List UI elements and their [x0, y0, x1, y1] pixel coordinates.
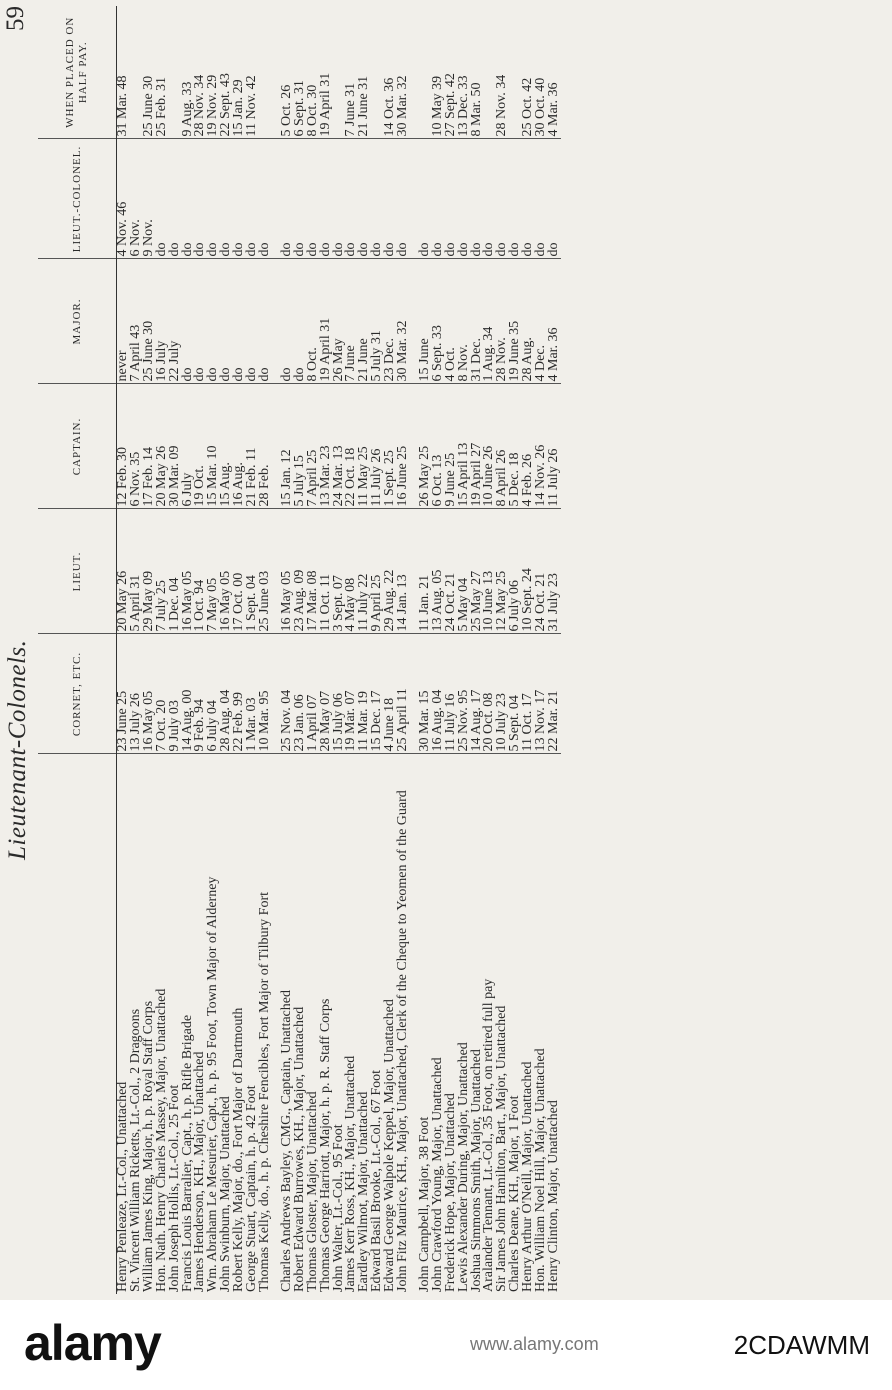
- column-header-lieut: LIEUT.: [38, 509, 117, 634]
- major-date: 25 June 30: [143, 259, 156, 384]
- cornet-date: 19 Mar. 07: [345, 634, 358, 754]
- cornet-date: 11 July 16: [445, 634, 458, 754]
- half-pay-date: 27 Sept. 42: [445, 6, 458, 139]
- half-pay-date: 15 Jan. 29: [233, 6, 246, 139]
- captain-date: 16 Aug.: [233, 384, 246, 509]
- cornet-date: 4 June 18: [384, 634, 397, 754]
- major-date: never: [117, 259, 130, 384]
- major-date: 8 Nov.: [458, 259, 471, 384]
- officer-name: Robert Edward Burrowes, KH., Major, Unattached: [291, 1006, 307, 1292]
- captain-date: 6 Nov. 35: [130, 384, 143, 509]
- major-date: do: [294, 259, 307, 384]
- captain-date: 24 Mar. 13: [333, 384, 346, 509]
- major-date: 28 Aug.: [522, 259, 535, 384]
- officer-name: Thomas George Harriott, Major, h. p. R. Staff Corps: [317, 998, 333, 1292]
- cornet-date: 16 Aug. 04: [432, 634, 445, 754]
- gap-cell: [272, 259, 281, 384]
- major-date: 4 Oct.: [445, 259, 458, 384]
- half-pay-date: 31 Mar. 48: [117, 6, 130, 139]
- column-header-captain: CAPTAIN.: [38, 384, 117, 509]
- lieut-colonel-date: do: [194, 139, 207, 259]
- lieut-colonel-date: do: [496, 139, 509, 259]
- cornet-date: 14 Aug. 00: [182, 634, 195, 754]
- stock-image-id: 2CDAWMM: [733, 1330, 870, 1360]
- lieut-colonel-date: do: [358, 139, 371, 259]
- officer-name: Robert Kelly, Major, do., Fort Major of Dartmouth: [231, 1007, 247, 1292]
- half-pay-date: 14 Oct. 36: [384, 6, 397, 139]
- cornet-date: 13 Nov. 17: [535, 634, 548, 754]
- captain-date: 15 Mar. 10: [207, 384, 220, 509]
- major-date: do: [182, 259, 195, 384]
- officer-name: John Fitz Maurice, KH., Major, Unattached, Clerk of the Cheque to Yeomen of the Guard: [395, 790, 411, 1292]
- column-header-name: [38, 754, 117, 1294]
- half-pay-date: 28 Nov. 34: [194, 6, 207, 139]
- lieut-colonel-date: do: [535, 139, 548, 259]
- cornet-date: 13 July 26: [130, 634, 143, 754]
- lieut-date: 17 Oct. 00: [233, 509, 246, 634]
- major-date: 6 Sept. 33: [432, 259, 445, 384]
- column-header-half-pay: WHEN PLACED ON HALF PAY.: [38, 6, 117, 139]
- lieut-date: 11 Jan. 21: [419, 509, 432, 634]
- lieut-colonel-date: do: [307, 139, 320, 259]
- cornet-date: 23 Jan. 06: [294, 634, 307, 754]
- officer-name: Edward Basil Brooke, Lt.-Col., 67 Foot: [369, 1069, 385, 1292]
- captain-date: 6 July: [182, 384, 195, 509]
- officer-name: John Crawford Young, Major, Unattached: [429, 1057, 445, 1292]
- lieut-date: 7 July 25: [156, 509, 169, 634]
- half-pay-date: 30 Oct. 40: [535, 6, 548, 139]
- officer-name: James Henderson, KH., Major, Unattached: [192, 1051, 208, 1292]
- lieut-colonel-date: do: [471, 139, 484, 259]
- half-pay-date: 22 Sept. 43: [220, 6, 233, 139]
- lieut-date: 25 May 27: [471, 509, 484, 634]
- table-row: [259, 6, 272, 1294]
- captain-date: 28 Feb.: [259, 384, 272, 509]
- column-header-major: MAJOR.: [38, 259, 117, 384]
- half-pay-date: 4 Mar. 36: [548, 6, 561, 139]
- major-date: 7 April 43: [130, 259, 143, 384]
- cornet-date: 25 April 11: [397, 634, 410, 754]
- officer-name: Hon. Nath. Henry Charles Massey, Major, Unattached: [153, 988, 169, 1292]
- lieut-colonel-date: do: [281, 139, 294, 259]
- lieut-colonel-date: do: [207, 139, 220, 259]
- half-pay-date: 19 April 31: [320, 6, 333, 139]
- half-pay-date: 25 Oct. 42: [522, 6, 535, 139]
- lieut-colonel-date: do: [246, 139, 259, 259]
- lieut-colonel-date: do: [397, 139, 410, 259]
- half-pay-date: 10 May 39: [432, 6, 445, 139]
- major-date: 7 June: [345, 259, 358, 384]
- major-date: 15 June: [419, 259, 432, 384]
- lieut-colonel-date: do: [233, 139, 246, 259]
- captain-date: 22 Oct. 18: [345, 384, 358, 509]
- major-date: 4 Dec.: [535, 259, 548, 384]
- cornet-date: 22 Feb. 99: [233, 634, 246, 754]
- officer-name: James Kerr Ross, KH., Major, Unattached: [343, 1055, 359, 1292]
- captain-date: 5 Dec. 18: [509, 384, 522, 509]
- cornet-date: 9 July 03: [169, 634, 182, 754]
- row-gap: [410, 6, 419, 1294]
- cornet-date: 6 July 04: [207, 634, 220, 754]
- lieut-date: 12 May 25: [496, 509, 509, 634]
- captain-date: 9 June 25: [445, 384, 458, 509]
- lieut-date: 3 Sept. 07: [333, 509, 346, 634]
- captain-date: 20 May 26: [156, 384, 169, 509]
- major-date: 5 July 31: [371, 259, 384, 384]
- lieut-colonel-date: 9 Nov.: [143, 139, 156, 259]
- captain-date: 19 Oct.: [194, 384, 207, 509]
- officer-name: John Joseph Hollis, Lt.-Col., 25 Foot: [166, 1084, 182, 1292]
- major-date: do: [281, 259, 294, 384]
- lieut-date: 16 May 05: [281, 509, 294, 634]
- major-date: 31 Dec.: [471, 259, 484, 384]
- half-pay-date: 11 Nov. 42: [246, 6, 259, 139]
- page-number: 59: [2, 6, 29, 31]
- officer-name: John Walter, Lt.-Col., 95 Foot: [330, 1124, 346, 1292]
- captain-date: 15 Aug.: [220, 384, 233, 509]
- half-pay-date: [259, 6, 272, 139]
- half-pay-date: 13 Dec. 33: [458, 6, 471, 139]
- captain-date: 16 June 25: [397, 384, 410, 509]
- lieut-colonel-date: do: [220, 139, 233, 259]
- cornet-date: 11 Oct. 17: [522, 634, 535, 754]
- captain-date: 11 July 26: [548, 384, 561, 509]
- captain-date: 14 Nov. 26: [535, 384, 548, 509]
- half-pay-date: 7 June 31: [345, 6, 358, 139]
- lieut-date: 24 Oct. 21: [535, 509, 548, 634]
- lieut-date: 7 May 05: [207, 509, 220, 634]
- cornet-date: 11 Mar. 19: [358, 634, 371, 754]
- lieut-date: 11 July 22: [358, 509, 371, 634]
- lieut-colonel-date: do: [445, 139, 458, 259]
- officer-name: St. Vincent William Ricketts, Lt.-Col., 2 Dragoons: [127, 1008, 143, 1292]
- lieut-date: 20 May 26: [117, 509, 130, 634]
- captain-date: 30 Mar. 09: [169, 384, 182, 509]
- lieut-colonel-date: do: [432, 139, 445, 259]
- half-pay-date: 21 June 31: [358, 6, 371, 139]
- officer-name: Lewis Alexander During, Major, Unattached: [455, 1042, 471, 1292]
- table-row: [397, 6, 410, 1294]
- lieut-colonel-date: do: [169, 139, 182, 259]
- half-pay-date: 9 Aug. 33: [182, 6, 195, 139]
- half-pay-date: 8 Oct. 30: [307, 6, 320, 139]
- captain-date: 13 Mar. 23: [320, 384, 333, 509]
- officer-name: Aralander Tennant, Lt.-Col., 35 Foot, on retired full pay: [481, 978, 497, 1292]
- cornet-date: 1 Mar. 03: [246, 634, 259, 754]
- gap-cell: [272, 139, 281, 259]
- captain-date: 11 May 25: [358, 384, 371, 509]
- half-pay-date: 19 Nov. 29: [207, 6, 220, 139]
- lieut-date: 17 Mar. 08: [307, 509, 320, 634]
- cornet-date: 10 Mar. 95: [259, 634, 272, 754]
- lieut-colonel-date: do: [419, 139, 432, 259]
- lieut-date: 24 Oct. 21: [445, 509, 458, 634]
- officer-name: William James King, Major, h. p. Royal Staff Corps: [140, 1000, 156, 1292]
- major-date: 26 May: [333, 259, 346, 384]
- major-date: do: [220, 259, 233, 384]
- half-pay-date: 25 Feb. 31: [156, 6, 169, 139]
- officer-name: Charles Andrews Bayley, CMG., Captain, Unattached: [278, 990, 294, 1292]
- half-pay-date: 28 Nov. 34: [496, 6, 509, 139]
- cornet-date: 25 Nov. 95: [458, 634, 471, 754]
- half-pay-date: 25 June 30: [143, 6, 156, 139]
- lieut-date: 23 Aug. 09: [294, 509, 307, 634]
- cornet-date: 30 Mar. 15: [419, 634, 432, 754]
- gap-cell: [410, 139, 419, 259]
- lieut-date: 5 April 31: [130, 509, 143, 634]
- captain-date: 12 Feb. 30: [117, 384, 130, 509]
- cornet-date: 23 June 25: [117, 634, 130, 754]
- lieut-date: 14 Jan. 13: [397, 509, 410, 634]
- captain-date: 17 Feb. 14: [143, 384, 156, 509]
- lieut-colonel-date: do: [509, 139, 522, 259]
- half-pay-date: 8 Mar. 50: [471, 6, 484, 139]
- major-date: 4 Mar. 36: [548, 259, 561, 384]
- officer-name: Henry Penleaze, Lt.-Col., Unattached: [115, 1081, 130, 1292]
- officer-name: Charles Deane, KH., Major, 1 Foot: [507, 1095, 523, 1292]
- cornet-date: 7 Oct. 20: [156, 634, 169, 754]
- captain-date: 21 Feb. 11: [246, 384, 259, 509]
- lieut-colonel-date: do: [294, 139, 307, 259]
- captain-date: 19 April 27: [471, 384, 484, 509]
- lieut-colonel-date: do: [333, 139, 346, 259]
- captain-date: 15 April 13: [458, 384, 471, 509]
- watermark-banner: [0, 1300, 892, 1390]
- watermark-site: www.alamy.com: [470, 1334, 599, 1354]
- cornet-date: 10 July 23: [496, 634, 509, 754]
- major-date: do: [259, 259, 272, 384]
- lieut-date: 1 Sept. 04: [246, 509, 259, 634]
- officer-name: Francis Louis Barralier, Capt., h. p. Rifle Brigade: [179, 1014, 195, 1292]
- lieut-date: 1 Oct. 94: [194, 509, 207, 634]
- officer-name: Edward George Walpole Keppel, Major, Unattached: [382, 999, 398, 1292]
- cornet-date: 22 Mar. 21: [548, 634, 561, 754]
- cornet-date: 16 May 05: [143, 634, 156, 754]
- cornet-date: 14 Aug. 17: [471, 634, 484, 754]
- lieut-date: 11 Oct. 11: [320, 509, 333, 634]
- lieut-colonel-date: do: [259, 139, 272, 259]
- officer-name: George Stuart, Captain, h. p. 42 Foot: [244, 1085, 260, 1292]
- major-date: 23 Dec.: [384, 259, 397, 384]
- officer-name: Thomas Gloster, Major, Unattached: [304, 1091, 320, 1292]
- major-date: 8 Oct.: [307, 259, 320, 384]
- major-date: do: [194, 259, 207, 384]
- major-date: 22 July: [169, 259, 182, 384]
- half-pay-date: 6 Sept. 31: [294, 6, 307, 139]
- officer-name: John Swinburn, Major, Unattached: [218, 1096, 234, 1292]
- major-date: do: [207, 259, 220, 384]
- column-header-lieut-colonel: LIEUT.-COLONEL.: [38, 139, 117, 259]
- table-row: [548, 6, 561, 1294]
- major-date: 30 Mar. 32: [397, 259, 410, 384]
- lieut-date: 10 June 13: [483, 509, 496, 634]
- cornet-date: 25 Nov. 04: [281, 634, 294, 754]
- officer-name: Wm. Abraham Le Mesurier, Capt., h. p. 95 Foot, Town Major of Alderney: [205, 876, 221, 1292]
- lieut-date: 4 May 08: [345, 509, 358, 634]
- captain-date: 1 Sept. 25: [384, 384, 397, 509]
- lieut-date: 1 Dec. 04: [169, 509, 182, 634]
- lieut-date: 9 April 25: [371, 509, 384, 634]
- lieut-date: 29 May 09: [143, 509, 156, 634]
- lieut-colonel-date: do: [548, 139, 561, 259]
- page-title: Lieutenant-Colonels.: [4, 639, 31, 860]
- alamy-logo: alamy: [24, 1315, 161, 1371]
- cornet-date: 20 Oct. 08: [483, 634, 496, 754]
- major-date: 19 June 35: [509, 259, 522, 384]
- cornet-date: 9 Feb. 94: [194, 634, 207, 754]
- officer-name: Henry Arthur O'Neill, Major, Unattached: [520, 1061, 536, 1292]
- officer-name: Joshua Simmons Smith, Major, Unattached: [468, 1049, 484, 1292]
- officer-name: Henry Clinton, Major, Unattached: [546, 1100, 561, 1292]
- officer-name: Hon. William Noel Hill, Major, Unattached: [533, 1048, 549, 1292]
- half-pay-date: 30 Mar. 32: [397, 6, 410, 139]
- major-date: 16 July: [156, 259, 169, 384]
- lieut-colonel-date: do: [522, 139, 535, 259]
- lieut-colonel-date: do: [156, 139, 169, 259]
- major-date: 21 June: [358, 259, 371, 384]
- table-body: [117, 6, 561, 1294]
- lieut-colonel-date: do: [345, 139, 358, 259]
- officer-name: Thomas Kelly, do., h. p. Cheshire Fencibles, Fort Major of Tilbury Fort: [256, 891, 272, 1292]
- cornet-date: 5 Sept. 04: [509, 634, 522, 754]
- lieut-date: 25 June 03: [259, 509, 272, 634]
- gap-cell: [410, 6, 419, 139]
- lieut-colonel-date: do: [320, 139, 333, 259]
- lieut-date: 16 May 05: [182, 509, 195, 634]
- captain-date: 5 July 15: [294, 384, 307, 509]
- lieut-colonel-date: do: [483, 139, 496, 259]
- cornet-date: 28 Aug. 04: [220, 634, 233, 754]
- lieut-date: 31 July 23: [548, 509, 561, 634]
- captain-date: 10 June 26: [483, 384, 496, 509]
- lieut-date: 29 Aug. 22: [384, 509, 397, 634]
- half-pay-date: 5 Oct. 26: [281, 6, 294, 139]
- captain-date: 6 Oct. 13: [432, 384, 445, 509]
- lieut-colonel-date: do: [182, 139, 195, 259]
- column-header-cornet: CORNET, ETC.: [38, 634, 117, 754]
- lieut-date: 6 July 06: [509, 509, 522, 634]
- captain-date: 8 April 26: [496, 384, 509, 509]
- officer-name: Eardley Wilmot, Major, Unattached: [356, 1091, 372, 1292]
- captain-date: 11 July 26: [371, 384, 384, 509]
- page-header: [0, 0, 30, 1300]
- cornet-date: 28 May 07: [320, 634, 333, 754]
- officer-name: John Campbell, Major, 38 Foot: [416, 1116, 432, 1292]
- lieut-colonel-date: do: [371, 139, 384, 259]
- captain-date: 26 May 25: [419, 384, 432, 509]
- captain-date: 4 Feb. 26: [522, 384, 535, 509]
- cornet-date: 1 April 07: [307, 634, 320, 754]
- officer-name: Frederick Hope, Major, Unattached: [442, 1093, 458, 1292]
- major-date: do: [246, 259, 259, 384]
- lieut-colonel-date: do: [384, 139, 397, 259]
- officer-name: Sir James John Hamilton, Bart., Major, Unattached: [494, 1005, 510, 1292]
- lieut-date: 5 May 04: [458, 509, 471, 634]
- column-header-row: [38, 6, 117, 1294]
- captain-date: 7 April 25: [307, 384, 320, 509]
- lieutenant-colonels-table: [38, 6, 561, 1294]
- lieut-colonel-date: do: [458, 139, 471, 259]
- cornet-date: 15 July 06: [333, 634, 346, 754]
- lieut-date: 10 Sept. 24: [522, 509, 535, 634]
- captain-date: 15 Jan. 12: [281, 384, 294, 509]
- major-date: 19 April 31: [320, 259, 333, 384]
- table-row: [320, 6, 333, 1294]
- major-date: do: [233, 259, 246, 384]
- lieut-date: 16 May 05: [220, 509, 233, 634]
- lieut-colonel-date: 6 Nov.: [130, 139, 143, 259]
- lieut-date: 13 Aug. 05: [432, 509, 445, 634]
- major-date: 1 Aug. 34: [483, 259, 496, 384]
- lieut-colonel-date: 4 Nov. 46: [117, 139, 130, 259]
- cornet-date: 15 Dec. 17: [371, 634, 384, 754]
- major-date: 28 Nov.: [496, 259, 509, 384]
